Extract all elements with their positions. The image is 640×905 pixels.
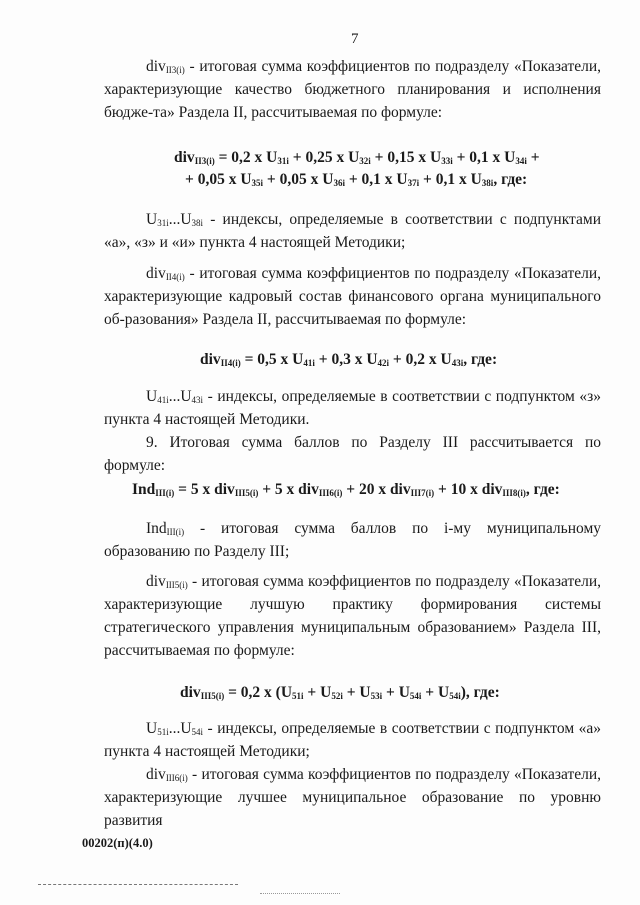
formula-ind-iii: Ind$_{III(i)}$ = 5 x div$_{III5(i)}$ + 5 x div$_{III6(i)}$ + 20 x div$_{III7(i)}$ + 10 x div$_{III8(i)}$, где: <box>132 481 560 498</box>
paragraph-u51-u54-indices: $U_{51i}...U_{54i}$ - индексы, определяемые в соответствии с подпунктом «а» пункта 4 настоящей Методики; <box>104 720 601 760</box>
scan-artifact-line <box>38 884 238 885</box>
paragraph-div-iii6-definition: div$_{III6(i)}$ - итоговая сумма коэффициентов по подразделу «Показатели, характеризующие лучшее муниципальное образование по уровню развития <box>104 766 601 829</box>
page-number: 7 <box>351 31 359 47</box>
formula-div-ii4: div$_{II4(i)}$ = 0,5 x $U_{41i} + 0,3$ x $U_{42i} + 0,2$ x $U_{43i}$, где: <box>200 351 498 368</box>
div-ii3-symbol: div$_{II3(i)}$ <box>146 58 185 75</box>
paragraph-section-9: 9. Итоговая сумма баллов по Разделу III рассчитывается по формуле: <box>104 434 601 474</box>
formula-div-ii3-line2: + 0,05 x $U_{35i} + 0,05$ x $U_{36i} + 0,1$ x $U_{37i} + 0,1$ x $U_{38i}$, где: <box>185 171 528 188</box>
scan-artifact-line-short <box>260 893 340 894</box>
formula-div-iii5: div$_{III5(i)}$ = 0,2 x $(U_{51i} + U_{52i} + U_{53i} + U_{54i} + U_{54i})$, где: <box>180 684 500 701</box>
paragraph-u41-u43-indices: $U_{41i}...U_{43i}$ - индексы, определяемые в соответствии с подпунктом «з» пункта 4 настоящей Методики. <box>104 388 601 428</box>
document-code-footer: 00202(п)(4.0) <box>82 836 153 850</box>
paragraph-ind-iii-definition: Ind$_{III(i)}$ - итоговая сумма баллов по i-му муниципальному образованию по Разделу III; <box>104 520 601 560</box>
paragraph-div-iii5-definition: div$_{III5(i)}$ - итоговая сумма коэффициентов по подразделу «Показатели, характеризующие лучшую практику формирования системы стратегического управления муниципальным образованием» Раздела III, рассчитываемая по формуле: <box>104 573 601 659</box>
formula-div-ii3-line1: div$_{II3(i)}$ = 0,2 x $U_{31i} + 0,25$ x $U_{32i} + 0,15$ x $U_{33i} + 0,1$ x $U_{34i}$ + <box>174 149 540 166</box>
paragraph-div-ii4-definition: div$_{II4(i)}$ - итоговая сумма коэффициентов по подразделу «Показатели, характеризующие кадровый состав финансового органа муниципального об-разования» Раздела II, рассчитываемая по формуле: <box>104 265 601 328</box>
paragraph-u31-u38-indices: $U_{31i}...U_{38i}$ - индексы, определяемые в соответствии с подпунктами «а», «з» и «и» пункта 4 настоящей Методики; <box>104 211 601 251</box>
paragraph-div-ii3-definition: div$_{II3(i)}$ - итоговая сумма коэффициентов по подразделу «Показатели, характеризующие качество бюджетного планирования и исполнения бюдже-та» Раздела II, рассчитываемая по формуле: <box>104 58 601 121</box>
